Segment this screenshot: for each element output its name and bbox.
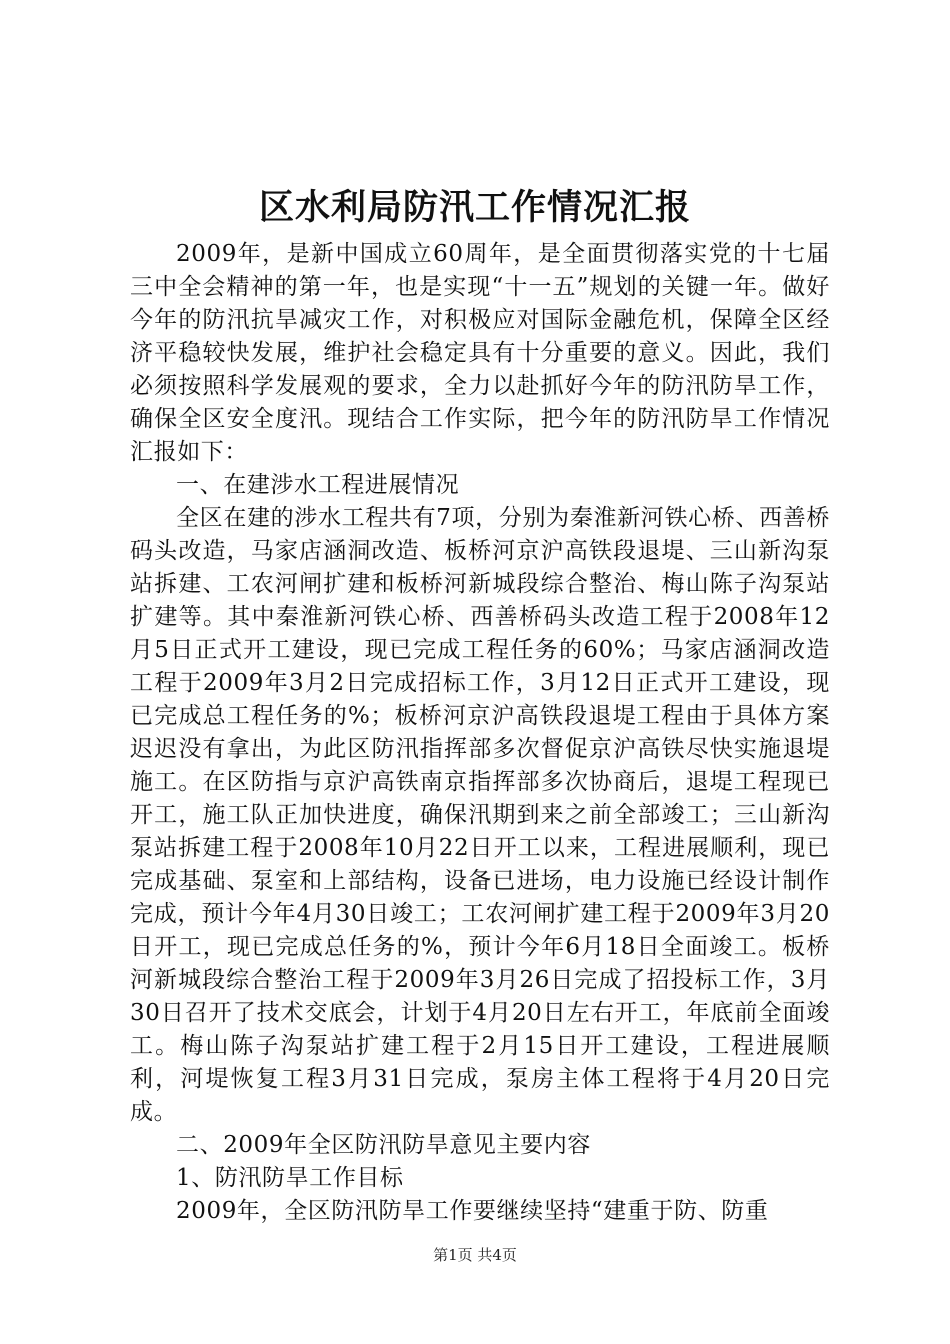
- paragraph-projects: 全区在建的涉水工程共有7项，分别为秦淮新河铁心桥、西善桥码头改造，马家店涵洞改造、板桥河京沪高铁段退堤、三山新沟泵站拆建、工农河闸扩建和板桥河新城段综合整治、梅山陈子沟泵站扩建等。其中秦淮新河铁心桥、西善桥码头改造工程于2008年12月5日正式开工建设，现已完成工程任务的60%；马家店涵洞改造工程于2009年3月2日完成招标工作，3月12日正式开工建设，现已完成总工程任务的%；板桥河京沪高铁段退堤工程由于具体方案迟迟没有拿出，为此区防汛指挥部多次督促京沪高铁尽快实施退堤施工。在区防指与京沪高铁南京指挥部多次协商后，退堤工程现已开工，施工队正加快进度，确保汛期到来之前全部竣工；三山新沟泵站拆建工程于2008年10月22日开工以来，工程进展顺利，现已完成基础、泵室和上部结构，设备已进场，电力设施已经设计制作完成，预计今年4月30日竣工；工农河闸扩建工程于2009年3月20日开工，现已完成总任务的%，预计今年6月18日全面竣工。板桥河新城段综合整治工程于2009年3月26日完成了招投标工作，3月30日召开了技术交底会，计划于4月20日左右开工，年底前全面竣工。梅山陈子沟泵站扩建工程于2月15日开工建设，工程进展顺利，河堤恢复工程3月31日完成，泵房主体工程将于4月20日完成。: [130, 505, 830, 1125]
- section-heading-1: 一、在建涉水工程进展情况: [176, 472, 460, 498]
- paragraph-goals: 2009年，全区防汛防旱工作要继续坚持“建重于防、防重: [176, 1198, 769, 1224]
- document-body: [130, 238, 830, 1228]
- page-footer: 第1页 共4页: [433, 1246, 517, 1264]
- document-title: 区水利局防汛工作情况汇报: [258, 187, 691, 228]
- section-heading-2: 二、2009年全区防汛防旱意见主要内容: [176, 1132, 591, 1158]
- subsection-heading-1: 1、防汛防旱工作目标: [176, 1165, 404, 1191]
- paragraph-intro: 2009年，是新中国成立60周年，是全面贯彻落实党的十七届三中全会精神的第一年，也是实现“十一五”规划的关键一年。做好今年的防汛抗旱减灾工作，对积极应对国际金融危机，保障全区经济平稳较快发展，维护社会稳定具有十分重要的意义。因此，我们必须按照科学发展观的要求，全力以赴抓好今年的防汛防旱工作，确保全区安全度汛。现结合工作实际，把今年的防汛防旱工作情况汇报如下：: [130, 241, 830, 465]
